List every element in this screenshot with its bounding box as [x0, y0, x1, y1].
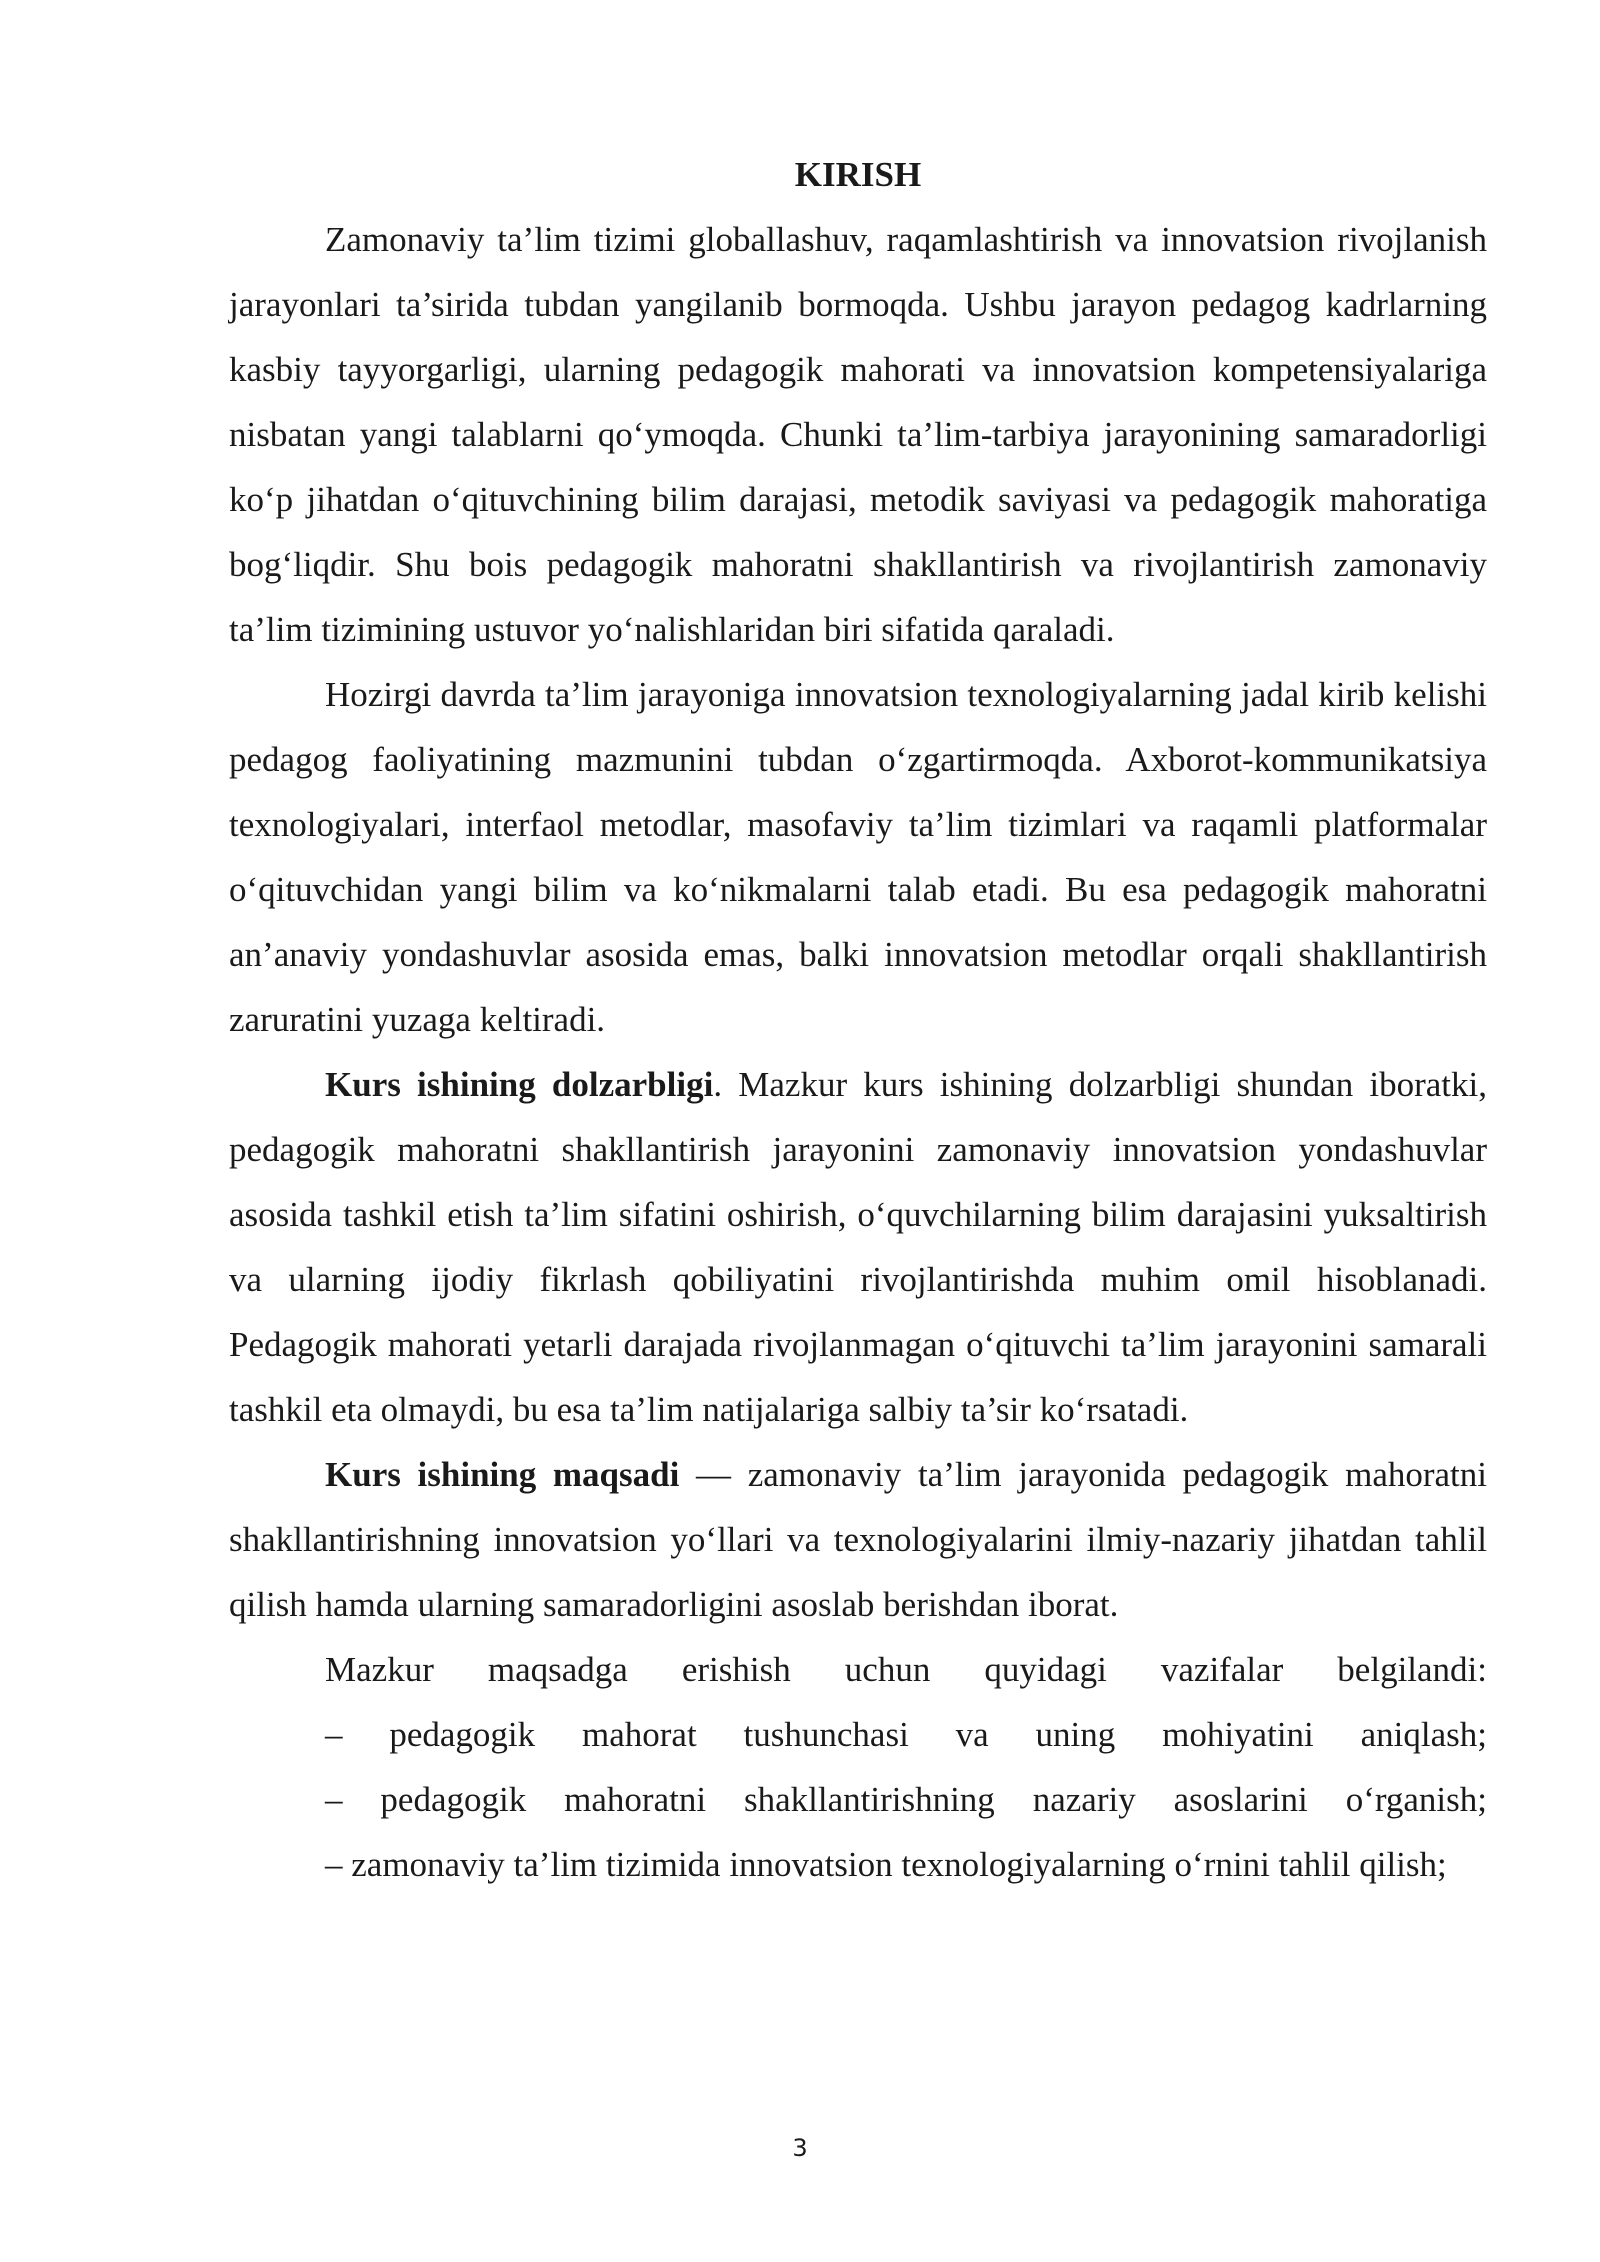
paragraph-innovations: Hozirgi davrda ta’lim jarayoniga innovatsion texnologiyalarning jadal kirib kelishi pedagog faoliyatining mazmunini tubdan o‘zgartirmoqda. Axborot-kommunikatsiya texnologiyalari, interfaol metodlar, masofaviy ta’lim tizimlari va raqamli platformalar o‘qituvchidan yangi bilim va ko‘nikmalarni talab etadi. Bu esa pedagogik mahoratni an’anaviy yondashuvlar asosida emas, balki innovatsion metodlar orqali shakllantirish zaruratini yuzaga keltiradi. — [229, 675, 1487, 1039]
paragraph-relevance — [229, 1052, 1487, 1442]
relevance-text: . Mazkur kurs ishining dolzarbligi shundan iboratki, pedagogik mahoratni shakllantirish jarayonini zamonaviy innovatsion yondashuvlar asosida tashkil etish ta’lim sifatini oshirish, o‘quvchilarning bilim darajasini yuksaltirish va ularning ijodiy fikrlash qobiliyatini rivojlantirishda muhim omil hisoblanadi. Pedagogik mahorati yetarli darajada rivojlanmagan o‘qituvchi ta’lim jarayonini samarali tashkil eta olmaydi, bu esa ta’lim natijalariga salbiy ta’sir ko‘rsatadi. — [229, 1065, 1487, 1429]
task-item: – pedagogik mahoratni shakllantirishning nazariy asoslarini o‘rganish; — [325, 1780, 1487, 1819]
paragraph-intro: Zamonaviy ta’lim tizimi globallashuv, raqamlashtirish va innovatsion rivojlanish jarayonlari ta’sirida tubdan yangilanib bormoqda. Ushbu jarayon pedagog kadrlarning kasbiy tayyorgarligi, ularning pedagogik mahorati va innovatsion kompetensiyalariga nisbatan yangi talablarni qo‘ymoqda. Chunki ta’lim-tarbiya jarayonining samaradorligi ko‘p jihatdan o‘qituvchining bilim darajasi, metodik saviyasi va pedagogik mahoratiga bog‘liqdir. Shu bois pedagogik mahoratni shakllantirish va rivojlantirish zamonaviy ta’lim tizimining ustuvor yo‘nalishlaridan biri sifatida qaraladi. — [229, 220, 1487, 649]
relevance-heading: Kurs ishining dolzarbligi — [325, 1065, 714, 1104]
task-item: – pedagogik mahorat tushunchasi va uning mohiyatini aniqlash; — [325, 1715, 1487, 1754]
page-number: 3 — [792, 2134, 808, 2162]
goal-text: — zamonaviy ta’lim jarayonida pedagogik mahoratni shakllantirishning innovatsion yo‘llari va texnologiyalarini ilmiy-nazariy jihatdan tahlil qilish hamda ularning samaradorligini asoslab berishdan iborat. — [229, 1455, 1487, 1624]
task-item: – zamonaviy ta’lim tizimida innovatsion texnologiyalarning o‘rnini tahlil qilish; — [325, 1845, 1447, 1884]
goal-heading: Kurs ishining maqsadi — [325, 1455, 680, 1494]
page-content — [229, 142, 1487, 1897]
paragraph-goal — [229, 1442, 1487, 1637]
tasks-intro: Mazkur maqsadga erishish uchun quyidagi vazifalar belgilandi: — [325, 1650, 1487, 1689]
page-title: KIRISH — [794, 155, 922, 194]
